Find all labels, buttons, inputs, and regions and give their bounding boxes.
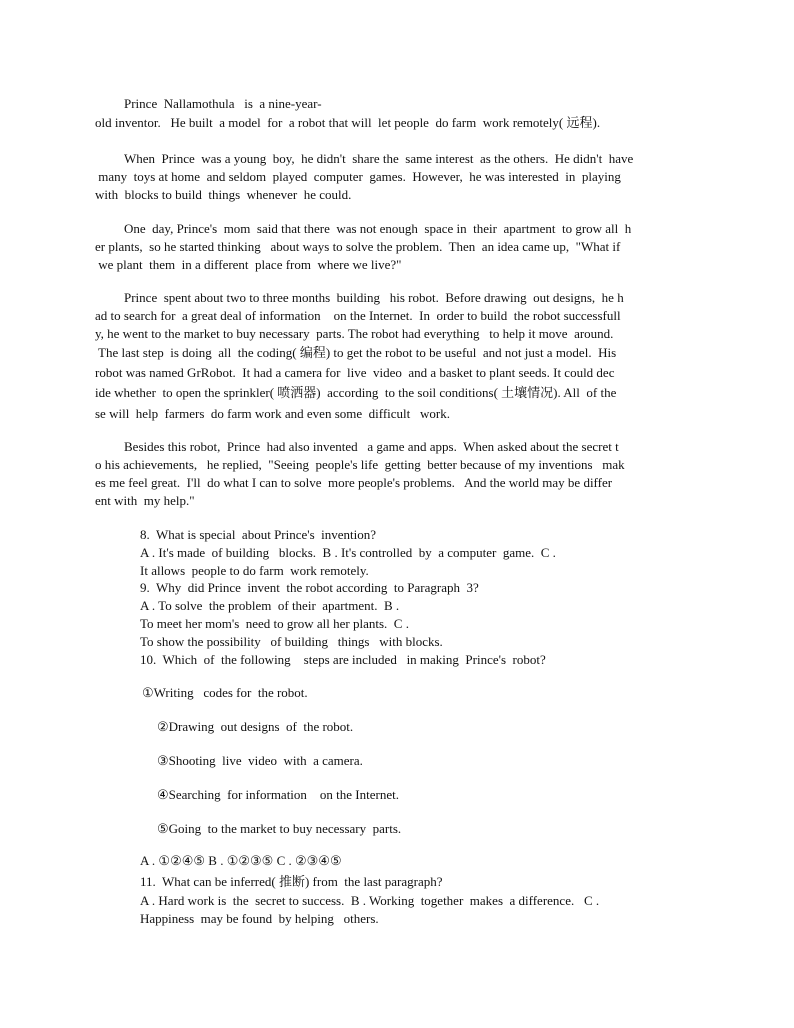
question-9-options: A . To solve the problem of their apartment. B . — [140, 598, 400, 613]
passage-line: ide whether to open the sprinkler( 喷洒器) according to the soil conditions( 土壤情况). All of the — [95, 385, 617, 400]
passage-line: es me feel great. I'll do what I can to solve more people's problems. And the world may be differ — [95, 475, 613, 490]
passage-line: with blocks to build things whenever he could. — [95, 187, 352, 202]
passage-line: se will help farmers do farm work and even some difficult work. — [95, 406, 450, 421]
question-8-stem: 8. What is special about Prince's invention? — [140, 527, 377, 542]
question-9-stem: 9. Why did Prince invent the robot according to Paragraph 3? — [140, 580, 479, 595]
question-10-step: ③Shooting live video with a camera. — [157, 753, 363, 768]
passage-line: When Prince was a young boy, he didn't share the same interest as the others. He didn't have — [124, 151, 634, 166]
question-9-options: To meet her mom's need to grow all her plants. C . — [140, 616, 409, 631]
question-11-options: Happiness may be found by helping others. — [140, 911, 379, 926]
passage-line: ent with my help." — [95, 493, 195, 508]
question-10-step: ⑤Going to the market to buy necessary parts. — [157, 821, 402, 836]
passage-line: o his achievements, he replied, "Seeing people's life getting better because of my inventions mak — [95, 457, 625, 472]
passage-line: The last step is doing all the coding( 编程) to get the robot to be useful and not just a model. His — [95, 345, 617, 360]
passage-line: Prince Nallamothula is a nine-year- — [124, 96, 322, 111]
passage-line: many toys at home and seldom played computer games. However, he was interested in playing — [95, 169, 621, 184]
question-10-stem: 10. Which of the following steps are included in making Prince's robot? — [140, 652, 546, 667]
passage-line: er plants, so he started thinking about ways to solve the problem. Then an idea came up, "What if — [95, 239, 621, 254]
passage-line: Besides this robot, Prince had also invented a game and apps. When asked about the secret t — [124, 439, 619, 454]
passage-line: One day, Prince's mom said that there was not enough space in their apartment to grow all h — [124, 221, 632, 236]
passage-line: Prince spent about two to three months building his robot. Before drawing out designs, he h — [124, 290, 624, 305]
question-11-stem: 11. What can be inferred( 推断) from the last paragraph? — [140, 874, 443, 889]
passage-line: old inventor. He built a model for a robot that will let people do farm work remotely( 远程). — [95, 115, 601, 130]
passage-line: y, he went to the market to buy necessary parts. The robot had everything to help it move around. — [95, 326, 614, 341]
question-10-step: ①Writing codes for the robot. — [142, 685, 308, 700]
question-9-options: To show the possibility of building things with blocks. — [140, 634, 443, 649]
passage-line: we plant them in a different place from where we live?" — [95, 257, 402, 272]
question-8-options: A . It's made of building blocks. B . It's controlled by a computer game. C . — [140, 545, 556, 560]
question-8-options: It allows people to do farm work remotely. — [140, 563, 369, 578]
passage-line: ad to search for a great deal of information on the Internet. In order to build the robot successfull — [95, 308, 621, 323]
question-10-options: A . ①②④⑤ B . ①②③⑤ C . ②③④⑤ — [140, 853, 342, 868]
question-10-step: ④Searching for information on the Internet. — [157, 787, 399, 802]
passage-line: robot was named GrRobot. It had a camera for live video and a basket to plant seeds. It could dec — [95, 365, 615, 380]
question-11-options: A . Hard work is the secret to success. B . Working together makes a difference. C . — [140, 893, 600, 908]
question-10-step: ②Drawing out designs of the robot. — [157, 719, 354, 734]
